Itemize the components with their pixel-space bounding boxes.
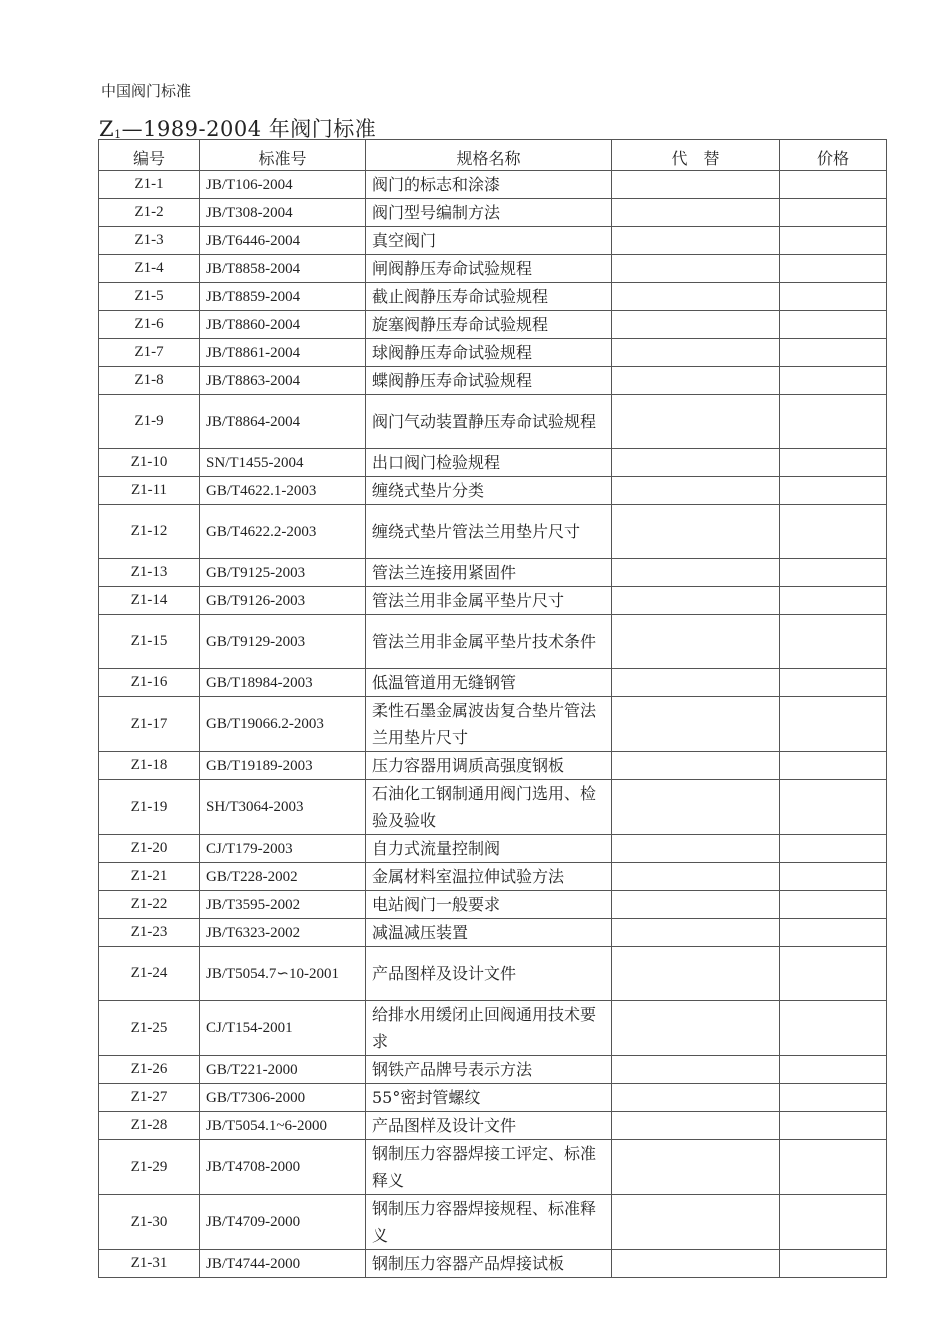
row-standard-code: JB/T3595-2002: [200, 891, 366, 919]
row-spec-name: 缠绕式垫片分类: [366, 477, 612, 505]
row-number: Z1-16: [99, 669, 200, 697]
row-standard-code: GB/T19189-2003: [200, 752, 366, 780]
row-number: Z1-8: [99, 367, 200, 395]
row-standard-code: GB/T4622.2-2003: [200, 505, 366, 559]
row-spec-name: 缠绕式垫片管法兰用垫片尺寸: [366, 505, 612, 559]
row-replaces: [612, 477, 780, 505]
row-standard-code: GB/T19066.2-2003: [200, 697, 366, 752]
row-standard-code: JB/T6446-2004: [200, 227, 366, 255]
row-price: [780, 311, 887, 339]
row-replaces: [612, 1084, 780, 1112]
table-header-row: [99, 140, 887, 171]
row-number: Z1-2: [99, 199, 200, 227]
row-price: [780, 1001, 887, 1056]
table-row: [99, 505, 887, 559]
row-standard-code: JB/T8859-2004: [200, 283, 366, 311]
row-number: Z1-27: [99, 1084, 200, 1112]
table-row: [99, 477, 887, 505]
row-spec-name: 闸阀静压寿命试验规程: [366, 255, 612, 283]
table-row: [99, 587, 887, 615]
table-row: [99, 449, 887, 477]
row-number: Z1-30: [99, 1195, 200, 1250]
table-row: [99, 311, 887, 339]
row-price: [780, 780, 887, 835]
row-spec-name: 自力式流量控制阀: [366, 835, 612, 863]
row-spec-name: 管法兰连接用紧固件: [366, 559, 612, 587]
row-price: [780, 1084, 887, 1112]
table-row: [99, 395, 887, 449]
row-spec-name: 产品图样及设计文件: [366, 1112, 612, 1140]
row-number: Z1-5: [99, 283, 200, 311]
row-number: Z1-18: [99, 752, 200, 780]
table-row: [99, 669, 887, 697]
row-replaces: [612, 395, 780, 449]
row-replaces: [612, 587, 780, 615]
row-spec-name: 出口阀门检验规程: [366, 449, 612, 477]
row-number: Z1-12: [99, 505, 200, 559]
table-row: [99, 1195, 887, 1250]
row-spec-name: 真空阀门: [366, 227, 612, 255]
row-price: [780, 1056, 887, 1084]
row-price: [780, 367, 887, 395]
row-replaces: [612, 311, 780, 339]
row-spec-name: 钢铁产品牌号表示方法: [366, 1056, 612, 1084]
row-spec-name: 管法兰用非金属平垫片技术条件: [366, 615, 612, 669]
table-row: [99, 1250, 887, 1278]
header-spec-name: 规格名称: [366, 140, 612, 171]
row-replaces: [612, 1140, 780, 1195]
row-number: Z1-24: [99, 947, 200, 1001]
row-standard-code: GB/T9125-2003: [200, 559, 366, 587]
row-replaces: [612, 752, 780, 780]
row-number: Z1-1: [99, 171, 200, 199]
row-replaces: [612, 863, 780, 891]
row-spec-name: 低温管道用无缝钢管: [366, 669, 612, 697]
row-price: [780, 227, 887, 255]
row-replaces: [612, 1250, 780, 1278]
row-standard-code: JB/T8863-2004: [200, 367, 366, 395]
row-spec-name: 金属材料室温拉伸试验方法: [366, 863, 612, 891]
row-replaces: [612, 780, 780, 835]
row-standard-code: JB/T8858-2004: [200, 255, 366, 283]
table-row: [99, 752, 887, 780]
row-standard-code: JB/T4708-2000: [200, 1140, 366, 1195]
row-replaces: [612, 367, 780, 395]
row-price: [780, 283, 887, 311]
row-spec-name: 产品图样及设计文件: [366, 947, 612, 1001]
row-spec-name: 旋塞阀静压寿命试验规程: [366, 311, 612, 339]
row-number: Z1-14: [99, 587, 200, 615]
row-number: Z1-7: [99, 339, 200, 367]
table-row: [99, 283, 887, 311]
row-standard-code: JB/T8861-2004: [200, 339, 366, 367]
row-price: [780, 449, 887, 477]
row-number: Z1-23: [99, 919, 200, 947]
row-spec-name: 蝶阀静压寿命试验规程: [366, 367, 612, 395]
row-price: [780, 1195, 887, 1250]
title-rest: —1989-2004 年阀门标准: [121, 117, 377, 141]
row-price: [780, 697, 887, 752]
row-replaces: [612, 283, 780, 311]
row-replaces: [612, 1195, 780, 1250]
table-row: [99, 199, 887, 227]
row-price: [780, 255, 887, 283]
row-standard-code: GB/T9126-2003: [200, 587, 366, 615]
header-price: 价格: [780, 140, 887, 171]
row-replaces: [612, 505, 780, 559]
title-prefix: Z: [99, 117, 115, 141]
table-row: [99, 559, 887, 587]
table-row: [99, 255, 887, 283]
row-spec-name: 钢制压力容器焊接工评定、标准释义: [366, 1140, 612, 1195]
row-standard-code: SH/T3064-2003: [200, 780, 366, 835]
row-replaces: [612, 171, 780, 199]
row-price: [780, 505, 887, 559]
row-standard-code: SN/T1455-2004: [200, 449, 366, 477]
row-replaces: [612, 697, 780, 752]
row-price: [780, 199, 887, 227]
row-replaces: [612, 1112, 780, 1140]
row-spec-name: 减温减压装置: [366, 919, 612, 947]
row-number: Z1-17: [99, 697, 200, 752]
row-price: [780, 559, 887, 587]
row-spec-name: 柔性石墨金属波齿复合垫片管法兰用垫片尺寸: [366, 697, 612, 752]
row-standard-code: JB/T308-2004: [200, 199, 366, 227]
standards-table: [98, 139, 887, 1278]
row-replaces: [612, 835, 780, 863]
row-standard-code: JB/T6323-2002: [200, 919, 366, 947]
row-replaces: [612, 449, 780, 477]
row-spec-name: 阀门的标志和涂漆: [366, 171, 612, 199]
table-row: [99, 227, 887, 255]
row-standard-code: JB/T8860-2004: [200, 311, 366, 339]
row-replaces: [612, 255, 780, 283]
table-body: [99, 171, 887, 1278]
table-row: [99, 863, 887, 891]
row-price: [780, 587, 887, 615]
table-row: [99, 615, 887, 669]
row-replaces: [612, 1001, 780, 1056]
row-spec-name: 55°密封管螺纹: [366, 1084, 612, 1112]
row-standard-code: JB/T4744-2000: [200, 1250, 366, 1278]
row-number: Z1-25: [99, 1001, 200, 1056]
row-standard-code: JB/T5054.7∽10-2001: [200, 947, 366, 1001]
row-spec-name: 压力容器用调质高强度钢板: [366, 752, 612, 780]
row-number: Z1-6: [99, 311, 200, 339]
table-row: [99, 367, 887, 395]
row-price: [780, 669, 887, 697]
row-replaces: [612, 891, 780, 919]
row-price: [780, 1250, 887, 1278]
row-replaces: [612, 199, 780, 227]
org-heading: 中国阀门标准: [101, 82, 192, 100]
row-spec-name: 管法兰用非金属平垫片尺寸: [366, 587, 612, 615]
table-row: [99, 919, 887, 947]
row-replaces: [612, 339, 780, 367]
table-row: [99, 697, 887, 752]
row-replaces: [612, 1056, 780, 1084]
row-price: [780, 615, 887, 669]
row-number: Z1-11: [99, 477, 200, 505]
row-number: Z1-15: [99, 615, 200, 669]
row-standard-code: GB/T4622.1-2003: [200, 477, 366, 505]
table-row: [99, 171, 887, 199]
row-replaces: [612, 919, 780, 947]
table-row: [99, 1001, 887, 1056]
row-replaces: [612, 669, 780, 697]
row-spec-name: 钢制压力容器产品焊接试板: [366, 1250, 612, 1278]
row-price: [780, 835, 887, 863]
row-spec-name: 截止阀静压寿命试验规程: [366, 283, 612, 311]
header-standard-code: 标准号: [200, 140, 366, 171]
row-price: [780, 891, 887, 919]
row-price: [780, 919, 887, 947]
row-number: Z1-31: [99, 1250, 200, 1278]
row-price: [780, 947, 887, 1001]
row-number: Z1-28: [99, 1112, 200, 1140]
table-row: [99, 1140, 887, 1195]
row-price: [780, 477, 887, 505]
table-row: [99, 1084, 887, 1112]
title-subscript: 1: [114, 128, 122, 141]
row-spec-name: 钢制压力容器焊接规程、标准释义: [366, 1195, 612, 1250]
row-number: Z1-21: [99, 863, 200, 891]
row-number: Z1-26: [99, 1056, 200, 1084]
table-row: [99, 339, 887, 367]
row-standard-code: GB/T7306-2000: [200, 1084, 366, 1112]
row-number: Z1-13: [99, 559, 200, 587]
row-number: Z1-22: [99, 891, 200, 919]
row-spec-name: 阀门气动装置静压寿命试验规程: [366, 395, 612, 449]
row-price: [780, 752, 887, 780]
row-number: Z1-3: [99, 227, 200, 255]
table-row: [99, 947, 887, 1001]
row-spec-name: 阀门型号编制方法: [366, 199, 612, 227]
row-replaces: [612, 947, 780, 1001]
row-replaces: [612, 227, 780, 255]
row-price: [780, 863, 887, 891]
table-row: [99, 891, 887, 919]
row-standard-code: JB/T8864-2004: [200, 395, 366, 449]
header-number: 编号: [99, 140, 200, 171]
row-standard-code: JB/T4709-2000: [200, 1195, 366, 1250]
row-spec-name: 电站阀门一般要求: [366, 891, 612, 919]
row-price: [780, 171, 887, 199]
row-price: [780, 339, 887, 367]
row-number: Z1-29: [99, 1140, 200, 1195]
row-standard-code: CJ/T179-2003: [200, 835, 366, 863]
row-spec-name: 球阀静压寿命试验规程: [366, 339, 612, 367]
table-row: [99, 1056, 887, 1084]
row-standard-code: JB/T106-2004: [200, 171, 366, 199]
header-replaces: 代 替: [612, 140, 780, 171]
row-standard-code: GB/T18984-2003: [200, 669, 366, 697]
row-number: Z1-4: [99, 255, 200, 283]
row-spec-name: 石油化工钢制通用阀门选用、检验及验收: [366, 780, 612, 835]
row-price: [780, 395, 887, 449]
row-standard-code: CJ/T154-2001: [200, 1001, 366, 1056]
row-standard-code: GB/T228-2002: [200, 863, 366, 891]
row-replaces: [612, 615, 780, 669]
row-number: Z1-9: [99, 395, 200, 449]
row-standard-code: JB/T5054.1~6-2000: [200, 1112, 366, 1140]
row-price: [780, 1140, 887, 1195]
table-row: [99, 780, 887, 835]
row-standard-code: GB/T221-2000: [200, 1056, 366, 1084]
row-price: [780, 1112, 887, 1140]
table-row: [99, 835, 887, 863]
row-number: Z1-19: [99, 780, 200, 835]
table-row: [99, 1112, 887, 1140]
row-replaces: [612, 559, 780, 587]
row-number: Z1-20: [99, 835, 200, 863]
row-standard-code: GB/T9129-2003: [200, 615, 366, 669]
row-spec-name: 给排水用缓闭止回阀通用技术要求: [366, 1001, 612, 1056]
row-number: Z1-10: [99, 449, 200, 477]
